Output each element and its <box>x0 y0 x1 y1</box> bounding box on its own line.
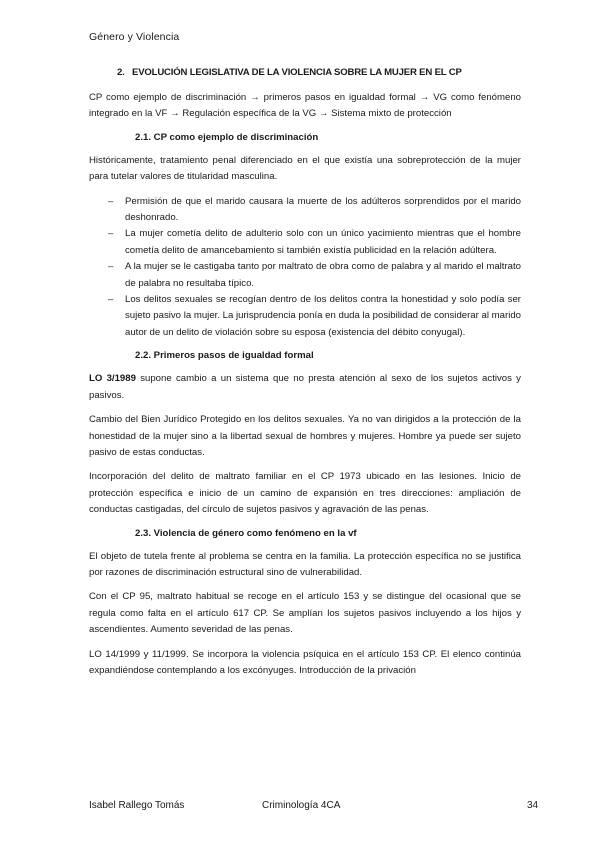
running-header: Género y Violencia <box>89 31 180 43</box>
paragraph-text: supone cambio a un sistema que no presta atención al sexo de los sujetos activos y pasivos. <box>89 373 521 401</box>
list-item: – Los delitos sexuales se recogían dentro de los delitos contra la honestidad y solo podía ser sujeto pasivo la mujer. La jurisprudencia ponía en duda la posibilidad de considerar al marido autor de un delito de violación sobre su esposa (existencia del débito conyugal). <box>89 292 521 341</box>
discrimination-bullet-list <box>89 194 521 342</box>
page-number: 34 <box>527 800 539 811</box>
page-content <box>89 66 521 687</box>
subsection-2-1-paragraph: Históricamente, tratamiento penal diferenciado en el que existía una sobreprotección de la mujer para tutelar valores de titularidad masculina. <box>89 154 521 183</box>
subsection-2-2-paragraph-2: Cambio del Bien Jurídico Protegido en los delitos sexuales. Ya no van dirigidos a la protección de la honestidad de la mujer sino a la libertad sexual de hombres y mujeres. Hombre ya puede ser sujeto pasivo de estas conductas. <box>89 414 521 458</box>
subsection-2-1-title: 2.1. CP como ejemplo de discriminación <box>135 131 319 143</box>
footer-course: Criminología 4CA <box>262 800 341 811</box>
subsection-2-3-paragraph-3: LO 14/1999 y 11/1999. Se incorpora la violencia psíquica en el artículo 153 CP. El elenco continúa expandiéndose contemplando a los excónyuges. Introducción de la privación <box>89 648 521 676</box>
law-reference: LO 3/1989 <box>89 373 136 385</box>
subsection-2-2-paragraph-3: Incorporación del delito de maltrato familiar en el CP 1973 ubicado en las lesiones. Inicio de protección específica e inicio de un camino de expansión en tres direcciones: ampliación de conductas castigadas, del círculo de sujetos pasivos y agravación de las penas. <box>89 471 521 516</box>
intro-paragraph: CP como ejemplo de discriminación → primeros pasos en igualdad formal → VG como fenómeno integrado en la VF → Regulación específica de la VG → Sistema mixto de protección <box>89 92 521 120</box>
list-item: – La mujer cometía delito de adulterio solo con un único yacimiento mientras que el hombre cometía delito de amancebamiento si también existía publicidad en la relación adúltera. <box>89 226 521 259</box>
subsection-2-2-title: 2.2. Primeros pasos de igualdad formal <box>135 350 314 362</box>
subsection-2-3-title: 2.3. Violencia de género como fenómeno en la vf <box>135 527 357 539</box>
list-item: – A la mujer se le castigaba tanto por maltrato de obra como de palabra y al marido el maltrato de palabra no resultaba típico. <box>89 259 521 292</box>
subsection-2-3-paragraph-1: El objeto de tutela frente al problema se centra en la familia. La protección específica no se justifica por razones de discriminación estructural sino de vulnerabilidad. <box>89 550 521 578</box>
subsection-2-2-paragraph-1 <box>89 371 521 404</box>
list-item: – Permisión de que el marido causara la muerte de los adúlteros sorprendidos por el marido deshonrado. <box>89 194 521 227</box>
footer-author: Isabel Rallego Tomás <box>89 800 185 811</box>
section-title: 2. EVOLUCIÓN LEGISLATIVA DE LA VIOLENCIA SOBRE LA MUJER EN EL CP <box>117 67 462 78</box>
subsection-2-3-paragraph-2: Con el CP 95, maltrato habitual se recoge en el artículo 153 y se distingue del ocasional que se regula como falta en el artículo 617 CP. Se amplían los sujetos pasivos incluyendo a los hijos y ascendientes. Aumento severidad de las penas. <box>89 591 521 636</box>
